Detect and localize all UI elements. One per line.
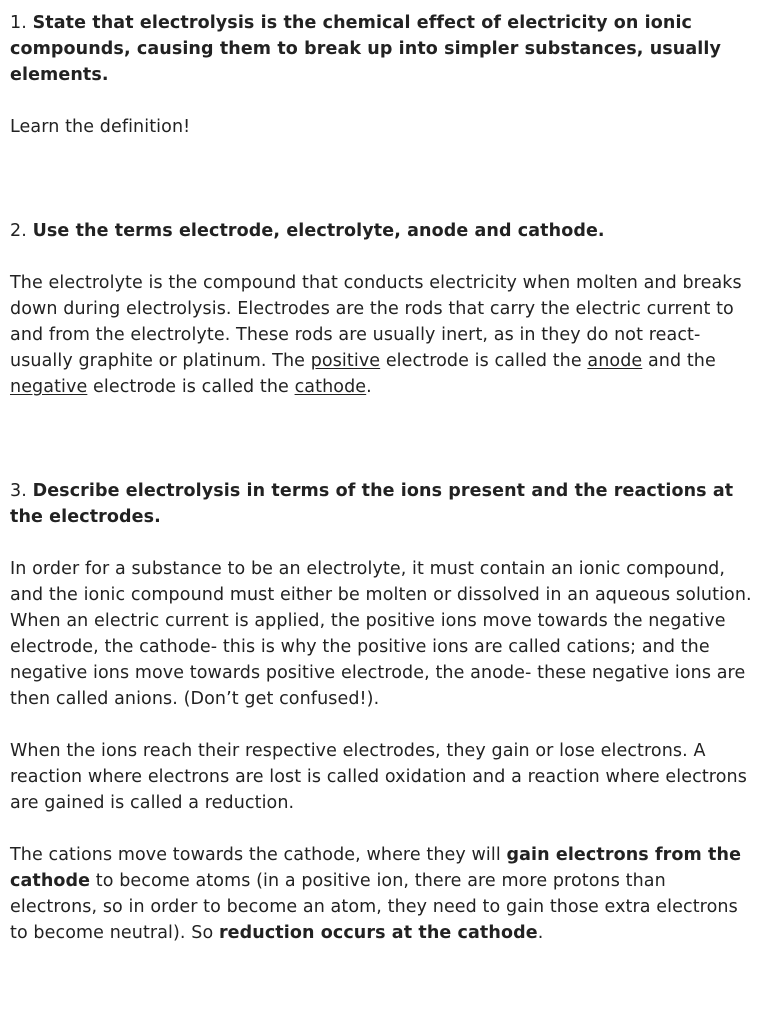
section-3-paragraph-3 [10, 842, 758, 946]
section-2-paragraph [10, 270, 758, 400]
underlined-term-positive: positive [310, 351, 381, 371]
underlined-term-anode: anode [587, 351, 643, 371]
section-3-paragraph-2: When the ions reach their respective electrodes, they gain or lose electrons. A reaction where electrons are lost is called oxidation and a reaction where electrons are gained is called a reduction. [10, 741, 747, 813]
text-run: . [366, 377, 372, 397]
underlined-term-negative: negative [10, 377, 88, 397]
text-run: The electrolyte is the compound that conducts electricity when molten and breaks down during electrolysis. Electrodes are the rods that carry the electric current to and from the electrolyte. These rods are usually inert, as in they do not react- usually graphite or platinum. The [10, 273, 742, 371]
section-heading-text: Describe electrolysis in terms of the ions present and the reactions at the electrodes. [10, 481, 734, 527]
section-3-heading [10, 478, 758, 530]
section-heading-text: State that electrolysis is the chemical effect of electricity on ionic compounds, causing them to break up into simpler substances, usually elements. [10, 13, 721, 85]
text-run: electrode is called the [87, 377, 295, 397]
text-run: . [537, 923, 544, 943]
section-number: 3. [10, 481, 27, 501]
underlined-term-cathode: cathode [294, 377, 367, 397]
section-number: 2. [10, 221, 27, 241]
section-1-heading [10, 10, 758, 88]
section-1-note: Learn the definition! [10, 117, 191, 137]
text-run: and the [642, 351, 716, 371]
text-run: The cations move towards the cathode, where they will [10, 845, 507, 865]
text-run: to become atoms (in a positive ion, there are more protons than electrons, so in order to become an atom, they need to gain those extra electrons to become neutral). So [10, 871, 738, 943]
section-heading-text: Use the terms electrode, electrolyte, anode and cathode. [32, 221, 605, 241]
section-number: 1. [10, 13, 27, 33]
section-2-heading [10, 218, 758, 244]
bold-phrase: reduction occurs at the cathode [218, 923, 538, 943]
section-3-paragraph-1: In order for a substance to be an electrolyte, it must contain an ionic compound, and the ionic compound must either be molten or dissolved in an aqueous solution. When an electric current is applied, the positive ions move towards the negative electrode, the cathode- this is why the positive ions are called cations; and the negative ions move towards positive electrode, the anode- these negative ions are then called anions. (Don’t get confused!). [10, 559, 752, 709]
text-run: electrode is called the [380, 351, 588, 371]
bold-phrase: gain electrons from the cathode [10, 845, 742, 891]
